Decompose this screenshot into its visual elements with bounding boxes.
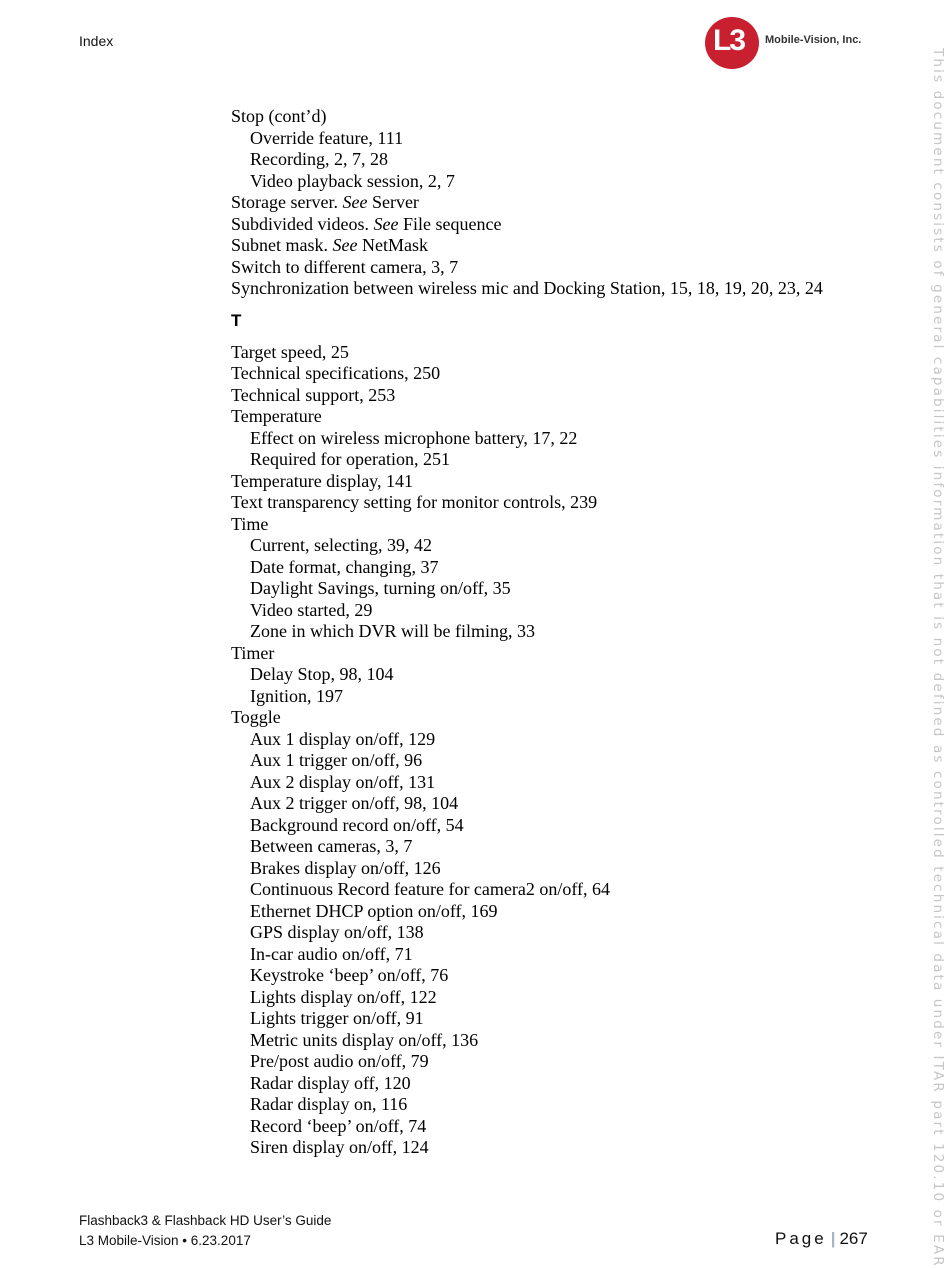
index-subentry: Metric units display on/off, 136	[250, 1029, 479, 1050]
index-subentry: Daylight Savings, turning on/off, 35	[250, 578, 511, 598]
index-entry: Text transparency setting for monitor controls, 239	[231, 492, 598, 512]
index-entry: Stop (cont’d)	[231, 106, 327, 126]
index-subentry: Current, selecting, 39, 42	[250, 535, 432, 555]
index-entry: Toggle	[231, 707, 281, 727]
company-logo	[705, 17, 905, 69]
index-subentry: Pre/post audio on/off, 79	[250, 1051, 429, 1071]
index-subentry: Override feature, 111	[250, 127, 404, 148]
index-subentry: Siren display on/off, 124	[250, 1137, 429, 1157]
see-reference: See	[342, 192, 368, 212]
index-subentry: Lights display on/off, 122	[250, 986, 437, 1007]
index-subentry: Lights trigger on/off, 91	[250, 1008, 424, 1028]
index-subentry: Video playback session, 2, 7	[250, 170, 455, 191]
index-subentry: Brakes display on/off, 126	[250, 857, 441, 878]
company-date: L3 Mobile-Vision • 6.23.2017	[79, 1233, 251, 1248]
index-entry: Target speed, 25	[231, 341, 349, 362]
page-number: 267	[839, 1229, 868, 1248]
index-subentry: Background record on/off, 54	[250, 814, 464, 835]
index-entry: Switch to different camera, 3, 7	[231, 256, 459, 277]
index-entry: Technical specifications, 250	[231, 363, 441, 383]
index-subentry: Zone in which DVR will be filming, 33	[250, 621, 535, 641]
index-subentry: Ethernet DHCP option on/off, 169	[250, 900, 498, 921]
index-entry: Subdivided videos. See File sequence	[231, 213, 502, 234]
page-divider: |	[830, 1229, 836, 1248]
see-reference: See	[332, 235, 358, 255]
index-subentry: Record ‘beep’ on/off, 74	[250, 1115, 427, 1136]
index-entry: Subnet mask. See NetMask	[231, 235, 428, 255]
index-subentry: Between cameras, 3, 7	[250, 836, 413, 856]
company-name: Mobile-Vision, Inc.	[765, 34, 862, 46]
index-subentry: Required for operation, 251	[250, 449, 450, 469]
index-subentry: Aux 1 trigger on/off, 96	[250, 750, 423, 770]
footer-info	[79, 1211, 331, 1251]
index-subentry: Continuous Record feature for camera2 on/off, 64	[250, 879, 611, 899]
index-subentry: Aux 2 display on/off, 131	[250, 771, 436, 792]
index-entry: Temperature	[231, 406, 322, 426]
index-subentry: Keystroke ‘beep’ on/off, 76	[250, 965, 449, 985]
page-label: Page	[775, 1229, 827, 1248]
index-subentry: GPS display on/off, 138	[250, 922, 424, 942]
index-subentry: Recording, 2, 7, 28	[250, 149, 388, 169]
index-subentry: In-car audio on/off, 71	[250, 943, 413, 964]
section-title: Index	[79, 33, 114, 49]
index-list	[231, 106, 891, 1159]
index-entry: Time	[231, 513, 269, 534]
index-subentry: Video started, 29	[250, 599, 373, 620]
see-reference: See	[373, 213, 399, 234]
index-subentry: Radar display off, 120	[250, 1072, 411, 1093]
index-entry: Synchronization between wireless mic and Docking Station, 15, 18, 19, 20, 23, 24	[231, 278, 823, 298]
index-subentry: Aux 2 trigger on/off, 98, 104	[250, 793, 459, 813]
index-entry: Timer	[231, 642, 275, 663]
page-number-block	[775, 1229, 868, 1249]
index-subentry: Aux 1 display on/off, 129	[250, 728, 436, 749]
index-entry: Technical support, 253	[231, 384, 396, 405]
index-subentry: Radar display on, 116	[250, 1094, 408, 1114]
index-subentry: Date format, changing, 37	[250, 556, 439, 577]
itar-watermark: This document consists of general capabilities information that is not defined as controlled technical data under ITAR part 120.10 or EAR	[930, 48, 946, 1268]
index-letter-heading: T	[231, 310, 242, 330]
index-entry: Storage server. See Server	[231, 192, 419, 212]
index-subentry: Ignition, 197	[250, 685, 343, 706]
index-entry: Temperature display, 141	[231, 470, 414, 491]
index-subentry: Delay Stop, 98, 104	[250, 664, 394, 684]
guide-title: Flashback3 & Flashback HD User’s Guide	[79, 1213, 332, 1228]
index-subentry: Effect on wireless microphone battery, 17, 22	[250, 427, 578, 448]
l3-logo-icon: L3	[705, 17, 759, 69]
